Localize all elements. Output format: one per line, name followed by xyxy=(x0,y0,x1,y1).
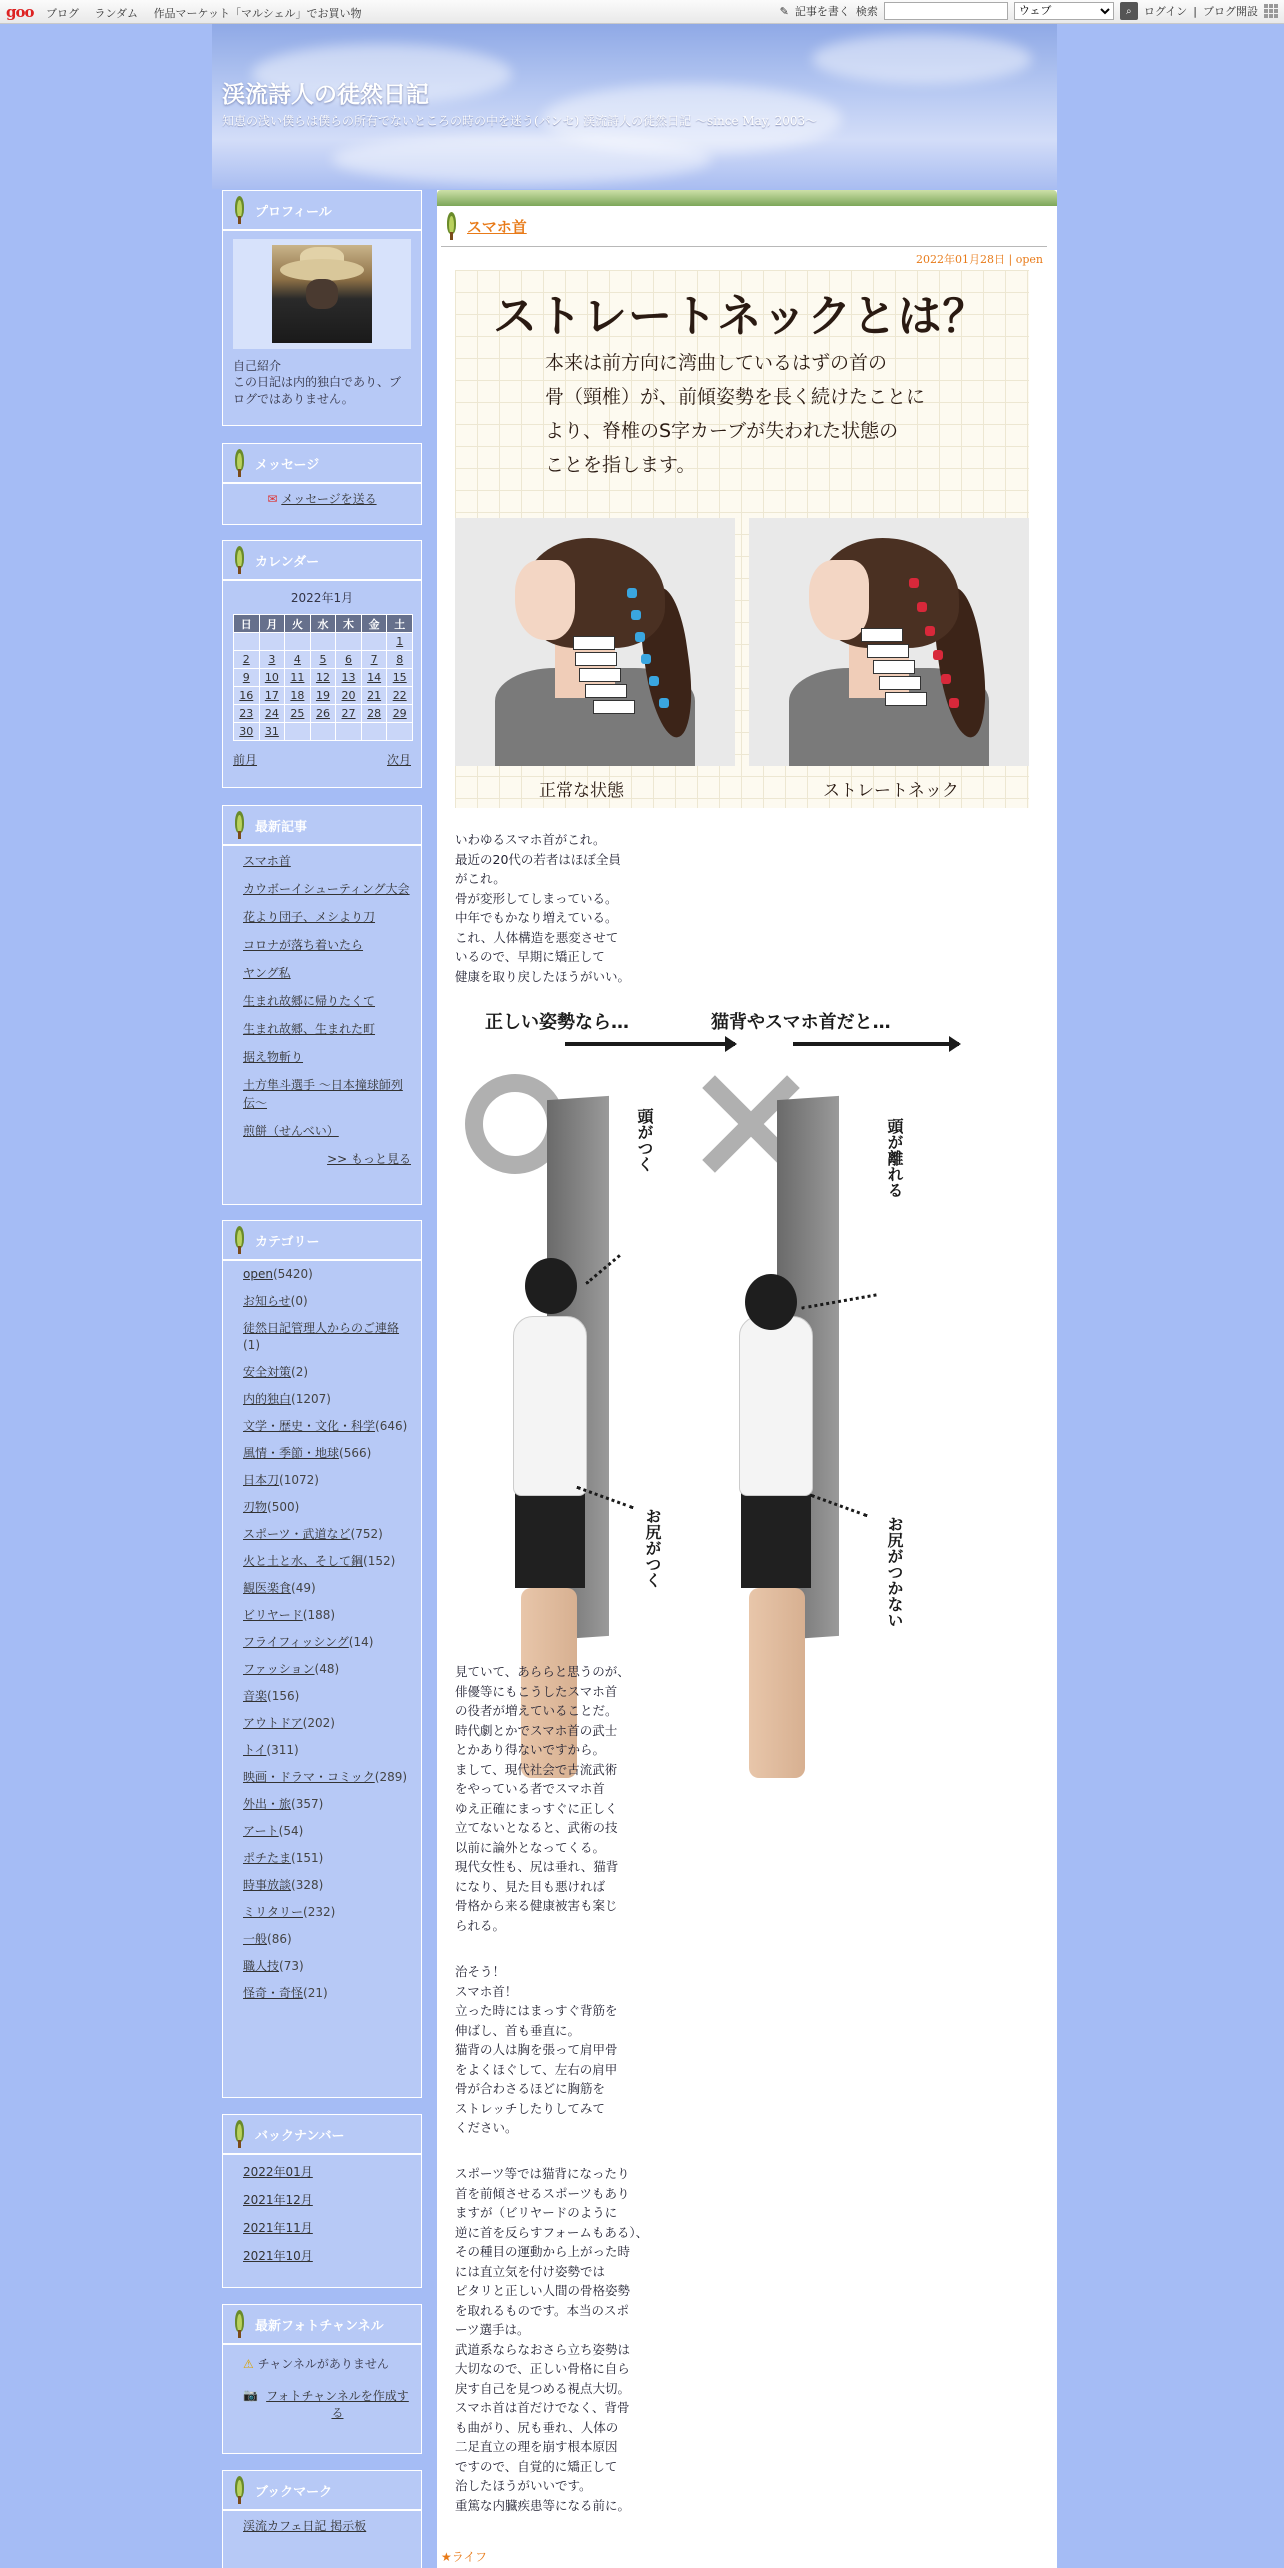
calendar-day[interactable] xyxy=(259,687,285,705)
straight-neck-photo xyxy=(749,518,1029,766)
nav-blog-link[interactable]: ブログ xyxy=(46,7,79,20)
category-link[interactable]: 内的独白 xyxy=(243,1392,292,1406)
category-link[interactable]: アウトドア xyxy=(243,1716,303,1730)
category-link[interactable]: open xyxy=(243,1267,273,1281)
calendar-day xyxy=(310,723,336,741)
recent-title: 最新記事 xyxy=(255,819,308,835)
category-link[interactable]: 映画・ドラマ・コミック xyxy=(243,1770,375,1784)
backnumber-link[interactable]: 2021年10月 xyxy=(243,2249,313,2263)
straight-neck-figure xyxy=(455,270,1029,808)
tree-icon xyxy=(233,2120,247,2148)
calendar-day-link[interactable]: 8 xyxy=(396,653,404,666)
calendar-day[interactable] xyxy=(259,669,285,687)
calendar-month: 2022年1月 xyxy=(290,591,354,605)
post-tag[interactable]: ★ライフ xyxy=(441,2550,488,2564)
calendar-day[interactable] xyxy=(387,705,413,723)
calendar-day[interactable] xyxy=(310,651,336,669)
category-count: (0) xyxy=(290,1294,308,1308)
category-count: (86) xyxy=(267,1932,292,1946)
category-item xyxy=(243,1580,411,1597)
category-link[interactable]: 安全対策 xyxy=(243,1365,292,1379)
calendar-day[interactable] xyxy=(285,669,311,687)
category-item xyxy=(243,1320,411,1354)
pencil-icon: ✎ xyxy=(779,4,789,18)
correct-posture-label: 正しい姿勢なら… xyxy=(485,1012,629,1033)
category-item xyxy=(243,1850,411,1867)
calendar-weekday: 木 xyxy=(336,615,362,633)
write-article-link[interactable]: 記事を書く xyxy=(794,5,850,18)
blog-subtitle: 知恵の浅い僕らは僕らの所有でないところの時の中を迷う(パンセ) 渓流詩人の徒然日記 ～since May, 2003～ xyxy=(222,114,818,128)
categories-header xyxy=(223,1221,421,1261)
category-item xyxy=(243,1661,411,1678)
calendar-day[interactable] xyxy=(285,687,311,705)
calendar-day-link[interactable]: 16 xyxy=(239,689,254,702)
main-content xyxy=(437,190,1057,2568)
calendar-day[interactable] xyxy=(234,705,260,723)
login-link[interactable]: ログイン xyxy=(1143,5,1188,18)
category-link[interactable]: 職人技 xyxy=(243,1959,280,1973)
photo-channel-header xyxy=(223,2305,421,2345)
calendar-day[interactable] xyxy=(361,669,387,687)
calendar-day[interactable] xyxy=(234,687,260,705)
backnumber-header xyxy=(223,2115,421,2155)
calendar-day-link[interactable]: 12 xyxy=(315,671,330,684)
post-paragraph-2: 見ていて、あららと思うのが、 俳優等にもこうしたスマホ首 の役者が増えていることだ。 時代劇とかでスマホ首の武士 とかあり得ないですから。 まして、現代社会で古流武術 をやっている者でスマホ首 ゆえ正確にまっすぐに正しく 立てないとなると、武術の技 以前に論外となってくる。 現代女性も、尻は垂れ、猫背 になり、見た目も悪ければ 骨格から来る健康被害も案じ られる。 xyxy=(455,1664,630,1933)
category-item xyxy=(243,1526,411,1543)
recent-article-link[interactable]: カウボーイシューティング大会 xyxy=(243,882,410,896)
calendar-day[interactable] xyxy=(310,687,336,705)
calendar-day[interactable] xyxy=(285,705,311,723)
post-title[interactable]: スマホ首 xyxy=(467,217,527,236)
top-toolbar xyxy=(0,0,1284,24)
blog-title[interactable]: 渓流詩人の徒然日記 xyxy=(222,82,429,108)
calendar-day-link[interactable]: 17 xyxy=(264,689,279,702)
calendar-day-link[interactable]: 30 xyxy=(239,725,254,738)
category-item xyxy=(243,1958,411,1975)
category-count: (289) xyxy=(374,1770,408,1784)
post-paragraph-3: 治そう！ スマホ首！ 立った時にはまっすぐ背筋を 伸ばし、首も垂直に。 猫背の人は胸を張って肩甲骨 をよくほぐして、左右の肩甲 骨が合わさるほどに胸筋を ストレッチしたりしてみて ください。 xyxy=(455,1964,618,2135)
calendar-day[interactable] xyxy=(387,651,413,669)
category-item xyxy=(243,1418,411,1435)
photo-channel-title: 最新フォトチャンネル xyxy=(255,2318,384,2334)
recent-article-link[interactable]: スマホ首 xyxy=(243,854,291,868)
top-nav xyxy=(46,5,374,21)
calendar-day-link[interactable]: 25 xyxy=(290,707,305,720)
category-count: (357) xyxy=(291,1797,324,1811)
calendar-day[interactable] xyxy=(259,723,285,741)
calendar-day-link[interactable]: 11 xyxy=(290,671,305,684)
calendar-day-link[interactable]: 18 xyxy=(290,689,305,702)
tree-icon xyxy=(233,449,247,477)
category-link[interactable]: ファッション xyxy=(243,1662,315,1676)
category-link[interactable]: 時事放談 xyxy=(243,1878,292,1892)
category-count: (14) xyxy=(348,1635,374,1649)
category-count: (311) xyxy=(266,1743,299,1757)
category-link[interactable]: 火と土と水、そして鋼 xyxy=(243,1554,364,1568)
tree-icon xyxy=(233,811,247,839)
recent-article-link[interactable]: 据え物斬り xyxy=(243,1050,304,1064)
category-count: (2) xyxy=(291,1365,309,1379)
search-icon: ⌕ xyxy=(1126,5,1132,17)
category-item xyxy=(243,1293,411,1310)
calendar-day[interactable] xyxy=(259,705,285,723)
tree-icon xyxy=(233,1226,247,1254)
category-item xyxy=(243,1742,411,1759)
post-top-border xyxy=(437,190,1057,206)
calendar-day-link[interactable]: 13 xyxy=(341,671,356,684)
calendar-day xyxy=(285,633,311,651)
recent-article-link[interactable]: 花より団子、メシより刀 xyxy=(243,910,376,924)
calendar-day xyxy=(361,633,387,651)
calendar-day-link[interactable]: 5 xyxy=(319,653,327,666)
category-link[interactable]: トイ xyxy=(243,1743,267,1757)
category-link[interactable]: お知らせ xyxy=(243,1294,291,1308)
calendar-day-link[interactable]: 1 xyxy=(396,635,404,648)
calendar-day[interactable] xyxy=(310,669,336,687)
message-box xyxy=(222,443,422,525)
calendar-day-link[interactable]: 21 xyxy=(367,689,382,702)
calendar-weekday: 日 xyxy=(234,615,260,633)
create-photo-channel-link[interactable]: フォトチャンネルを作成する xyxy=(266,2389,409,2420)
figure-heading: ストレートネックとは？ xyxy=(493,291,988,342)
calendar-day xyxy=(361,723,387,741)
category-link[interactable]: 怪奇・奇怪 xyxy=(243,1986,304,2000)
calendar-day-link[interactable]: 14 xyxy=(367,671,382,684)
arrow-right-icon xyxy=(565,1042,735,1046)
calendar-day-link[interactable]: 3 xyxy=(268,653,276,666)
calendar-day-link[interactable]: 2 xyxy=(242,653,250,666)
tree-icon xyxy=(233,196,247,224)
category-link[interactable]: ポチたま xyxy=(243,1851,292,1865)
calendar-day-link[interactable]: 23 xyxy=(239,707,254,720)
blog-open-link[interactable]: ブログ開設 xyxy=(1203,5,1258,18)
calendar-day-link[interactable]: 7 xyxy=(370,653,378,666)
recent-articles-box xyxy=(222,805,422,1205)
calendar-day[interactable] xyxy=(336,705,362,723)
send-message-link[interactable]: メッセージを送る xyxy=(281,492,377,506)
category-item xyxy=(243,1391,411,1408)
recent-article-link[interactable]: ヤング私 xyxy=(243,966,291,980)
divider: | xyxy=(1193,4,1197,18)
recent-article-link[interactable]: 土方隼斗選手 〜日本撞球師列伝〜 xyxy=(243,1078,403,1110)
calendar-day[interactable] xyxy=(285,651,311,669)
calendar-day xyxy=(234,633,260,651)
calendar-day[interactable] xyxy=(336,687,362,705)
category-count: (73) xyxy=(279,1959,304,1973)
nav-random-link[interactable]: ランダム xyxy=(94,7,139,20)
hip-touches-label: お尻がつく xyxy=(643,1508,662,1588)
calendar-day-link[interactable]: 31 xyxy=(264,725,279,738)
post-date-link[interactable]: 2022年01月28日 xyxy=(916,253,1006,266)
category-item xyxy=(243,1688,411,1705)
category-item xyxy=(243,1931,411,1948)
profile-header xyxy=(223,191,421,231)
category-item xyxy=(243,1796,411,1813)
post-paragraph-1: いわゆるスマホ首がこれ。 最近の20代の若者はほぼ全員 がこれ。 骨が変形してしまっている。 中年でもかなり増えている。 これ、人体構造を悪変させて いるので、早期に矯正して 健康を取り戻したほうがいい。 xyxy=(455,832,631,984)
calendar-day[interactable] xyxy=(361,705,387,723)
category-item xyxy=(243,1715,411,1732)
calendar-header xyxy=(223,541,421,581)
calendar-day xyxy=(285,723,311,741)
category-item xyxy=(243,1904,411,1921)
category-item xyxy=(243,1472,411,1489)
category-link[interactable]: 一般 xyxy=(243,1932,268,1946)
calendar-day-link[interactable]: 26 xyxy=(315,707,330,720)
recent-article-link[interactable]: 生まれ故郷、生まれた町 xyxy=(243,1022,376,1036)
calendar-day-link[interactable]: 24 xyxy=(264,707,279,720)
category-item xyxy=(243,1823,411,1840)
calendar-day xyxy=(336,723,362,741)
calendar-day[interactable] xyxy=(234,669,260,687)
category-count: (5420) xyxy=(272,1267,313,1281)
category-count: (21) xyxy=(303,1986,328,2000)
calendar-day[interactable] xyxy=(387,687,413,705)
category-link[interactable]: 刃物 xyxy=(243,1500,268,1514)
category-item xyxy=(243,1607,411,1624)
category-item xyxy=(243,1769,411,1786)
calendar-day-link[interactable]: 19 xyxy=(315,689,330,702)
envelope-icon: ✉ xyxy=(267,492,278,506)
calendar-day xyxy=(336,633,362,651)
backnumber-title: バックナンバー xyxy=(255,2128,345,2144)
message-header xyxy=(223,444,421,484)
calendar-day[interactable] xyxy=(387,633,413,651)
calendar-day-link[interactable]: 15 xyxy=(392,671,407,684)
category-count: (500) xyxy=(267,1500,300,1514)
category-link[interactable]: 徒然日記管理人からのご連絡 xyxy=(243,1321,400,1335)
category-count: (1072) xyxy=(279,1473,319,1487)
calendar-day-link[interactable]: 20 xyxy=(341,689,356,702)
search-label: 検索 xyxy=(855,5,878,18)
post-category-link[interactable]: open xyxy=(1015,253,1043,266)
search-button[interactable] xyxy=(1120,2,1138,20)
apps-grid-icon[interactable] xyxy=(1264,4,1278,18)
post-paragraph-4: スポーツ等では猫背になったり 首を前傾させるスポーツもあり ますが（ビリヤードのように 逆に首を反らすフォームもある）、 その種目の運動から上がった時 には直立気を付け姿勢では ピタリと正しい人間の骨格姿勢 を取れるものです。本当のスポ ーツ選手は。 武道系ならなおさら立ち姿勢は 大切なので、正しい骨格に自ら 戻す自己を見つめる視点大切。 スマホ首は首だけでなく、背骨 も曲がり、尻も垂れ、人体の 二足直立の理を崩す根本原因 ですので、自覚的に矯正して 治したほうがいいです。 重篤な内臓疾患等になる前に。 xyxy=(455,2166,649,2513)
category-count: (202) xyxy=(302,1716,335,1730)
calendar-weekday: 火 xyxy=(285,615,311,633)
calendar-day-link[interactable]: 22 xyxy=(392,689,407,702)
backnumber-box xyxy=(222,2114,422,2288)
calendar-day xyxy=(310,633,336,651)
avatar-image xyxy=(272,245,372,343)
category-count: (188) xyxy=(302,1608,336,1622)
bookmark-header xyxy=(223,2471,421,2511)
calendar-day[interactable] xyxy=(336,669,362,687)
category-count: (151) xyxy=(291,1851,324,1865)
calendar-day[interactable] xyxy=(361,687,387,705)
category-item xyxy=(243,1877,411,1894)
category-item xyxy=(243,1499,411,1516)
post-header xyxy=(441,206,1047,247)
profile-text: この日記は内的独白であり、ブログではありません。 xyxy=(233,375,402,406)
category-link[interactable]: アート xyxy=(243,1824,279,1838)
calendar-title: カレンダー xyxy=(255,554,320,570)
category-count: (232) xyxy=(303,1905,336,1919)
calendar-day[interactable] xyxy=(259,651,285,669)
goo-logo[interactable]: goo xyxy=(6,3,34,21)
calendar-day-link[interactable]: 9 xyxy=(242,671,250,684)
blog-header xyxy=(212,24,1057,189)
category-count: (328) xyxy=(291,1878,324,1892)
hip-away-label: お尻がつかない xyxy=(885,1516,904,1628)
categories-title: カテゴリー xyxy=(255,1234,320,1250)
cloud-decoration xyxy=(332,134,712,184)
tree-icon xyxy=(233,2476,247,2504)
calendar-day xyxy=(387,723,413,741)
backnumber-link[interactable]: 2022年01月 xyxy=(243,2165,313,2179)
caption-normal: 正常な状態 xyxy=(539,781,624,801)
category-count: (646) xyxy=(375,1419,408,1433)
tree-icon xyxy=(445,212,459,240)
recent-article-link[interactable]: 生まれ故郷に帰りたくて xyxy=(243,994,376,1008)
category-count: (54) xyxy=(278,1824,304,1838)
prev-month-link[interactable]: 前月 xyxy=(233,753,258,767)
category-item xyxy=(243,1634,411,1651)
normal-posture-photo xyxy=(455,518,735,766)
calendar-day-link[interactable]: 10 xyxy=(264,671,279,684)
calendar-box xyxy=(222,540,422,788)
category-link[interactable]: ミリタリー xyxy=(243,1905,304,1919)
category-link[interactable]: 音楽 xyxy=(243,1689,268,1703)
top-right-tools xyxy=(780,2,1278,20)
category-item xyxy=(243,1553,411,1570)
recent-header xyxy=(223,806,421,846)
profile-box xyxy=(222,190,422,426)
arrow-right-icon xyxy=(793,1042,959,1046)
calendar-day-link[interactable]: 4 xyxy=(293,653,301,666)
avatar[interactable] xyxy=(233,239,411,349)
post-meta: 2022年01月28日 | open xyxy=(916,253,1043,266)
head-touches-label: 頭がつく xyxy=(635,1108,654,1172)
recent-article-link[interactable]: 煎餅（せんべい） xyxy=(243,1124,339,1138)
tree-icon xyxy=(233,546,247,574)
calendar-day[interactable] xyxy=(387,669,413,687)
nav-market-link[interactable]: 作品マーケット「マルシェル」でお買い物 xyxy=(153,7,362,20)
category-count: (152) xyxy=(363,1554,396,1568)
calendar-table xyxy=(233,614,413,741)
recent-article-link[interactable]: コロナが落ち着いたら xyxy=(243,938,364,952)
calendar-day[interactable] xyxy=(361,651,387,669)
profile-name: 自己紹介 xyxy=(233,359,282,373)
category-item xyxy=(243,1266,411,1283)
category-link[interactable]: 外出・旅 xyxy=(243,1797,292,1811)
category-link[interactable]: スポーツ・武道など xyxy=(243,1527,351,1541)
calendar-day-link[interactable]: 27 xyxy=(341,707,356,720)
category-count: (49) xyxy=(291,1581,316,1595)
calendar-day xyxy=(259,633,285,651)
camera-icon: 📷 xyxy=(243,2388,258,2402)
category-item xyxy=(243,1445,411,1462)
category-count: (48) xyxy=(314,1662,340,1676)
calendar-day-link[interactable]: 28 xyxy=(367,707,382,720)
bookmark-box xyxy=(222,2470,422,2568)
next-month-link[interactable]: 次月 xyxy=(386,753,411,767)
categories-box xyxy=(222,1220,422,2098)
search-input[interactable] xyxy=(884,2,1008,20)
figure-description: 本来は前方向に湾曲しているはずの首の 骨（頸椎）が、前傾姿勢を長く続けたことに より、脊椎のS字カーブが失われた状態の ことを指します。 xyxy=(545,352,926,476)
calendar-day[interactable] xyxy=(336,651,362,669)
category-count: (566) xyxy=(339,1446,372,1460)
calendar-day-link[interactable]: 6 xyxy=(345,653,353,666)
category-link[interactable]: フライフィッシング xyxy=(243,1635,349,1649)
profile-title: プロフィール xyxy=(255,204,332,220)
category-item xyxy=(243,1985,411,2002)
head-away-label: 頭が離れる xyxy=(885,1118,904,1198)
category-link[interactable]: 文学・歴史・文化・科学 xyxy=(243,1419,376,1433)
cloud-decoration xyxy=(812,34,1032,84)
more-articles-link[interactable]: >> もっと見る xyxy=(327,1152,411,1166)
calendar-weekday: 金 xyxy=(361,615,387,633)
message-title: メッセージ xyxy=(255,457,320,473)
calendar-weekday: 土 xyxy=(387,615,413,633)
search-scope-select[interactable] xyxy=(1014,2,1114,20)
category-count: (156) xyxy=(267,1689,300,1703)
category-item xyxy=(243,1364,411,1381)
category-count: (1207) xyxy=(291,1392,331,1406)
calendar-day[interactable] xyxy=(234,723,260,741)
warning-icon: ⚠ xyxy=(243,2357,254,2371)
calendar-day[interactable] xyxy=(234,651,260,669)
category-link[interactable]: 日本刀 xyxy=(243,1473,280,1487)
bookmark-link[interactable]: 渓流カフェ日記 掲示板 xyxy=(243,2519,367,2533)
category-link[interactable]: 風情・季節・地球 xyxy=(243,1446,340,1460)
backnumber-link[interactable]: 2021年11月 xyxy=(243,2221,313,2235)
calendar-weekday: 月 xyxy=(259,615,285,633)
category-link[interactable]: 観医楽食 xyxy=(243,1581,292,1595)
calendar-day-link[interactable]: 29 xyxy=(392,707,407,720)
calendar-weekday: 水 xyxy=(310,615,336,633)
calendar-day[interactable] xyxy=(310,705,336,723)
backnumber-link[interactable]: 2021年12月 xyxy=(243,2193,313,2207)
bad-posture-label: 猫背やスマホ首だと… xyxy=(711,1012,891,1033)
category-count: (1) xyxy=(243,1338,260,1352)
photo-channel-empty: チャンネルがありません xyxy=(257,2357,389,2371)
tree-icon xyxy=(233,2310,247,2338)
category-link[interactable]: ビリヤード xyxy=(243,1608,303,1622)
bookmark-title: ブックマーク xyxy=(255,2484,333,2500)
photo-channel-box xyxy=(222,2304,422,2454)
category-count: (752) xyxy=(350,1527,383,1541)
caption-straight-neck: ストレートネック xyxy=(823,781,959,801)
